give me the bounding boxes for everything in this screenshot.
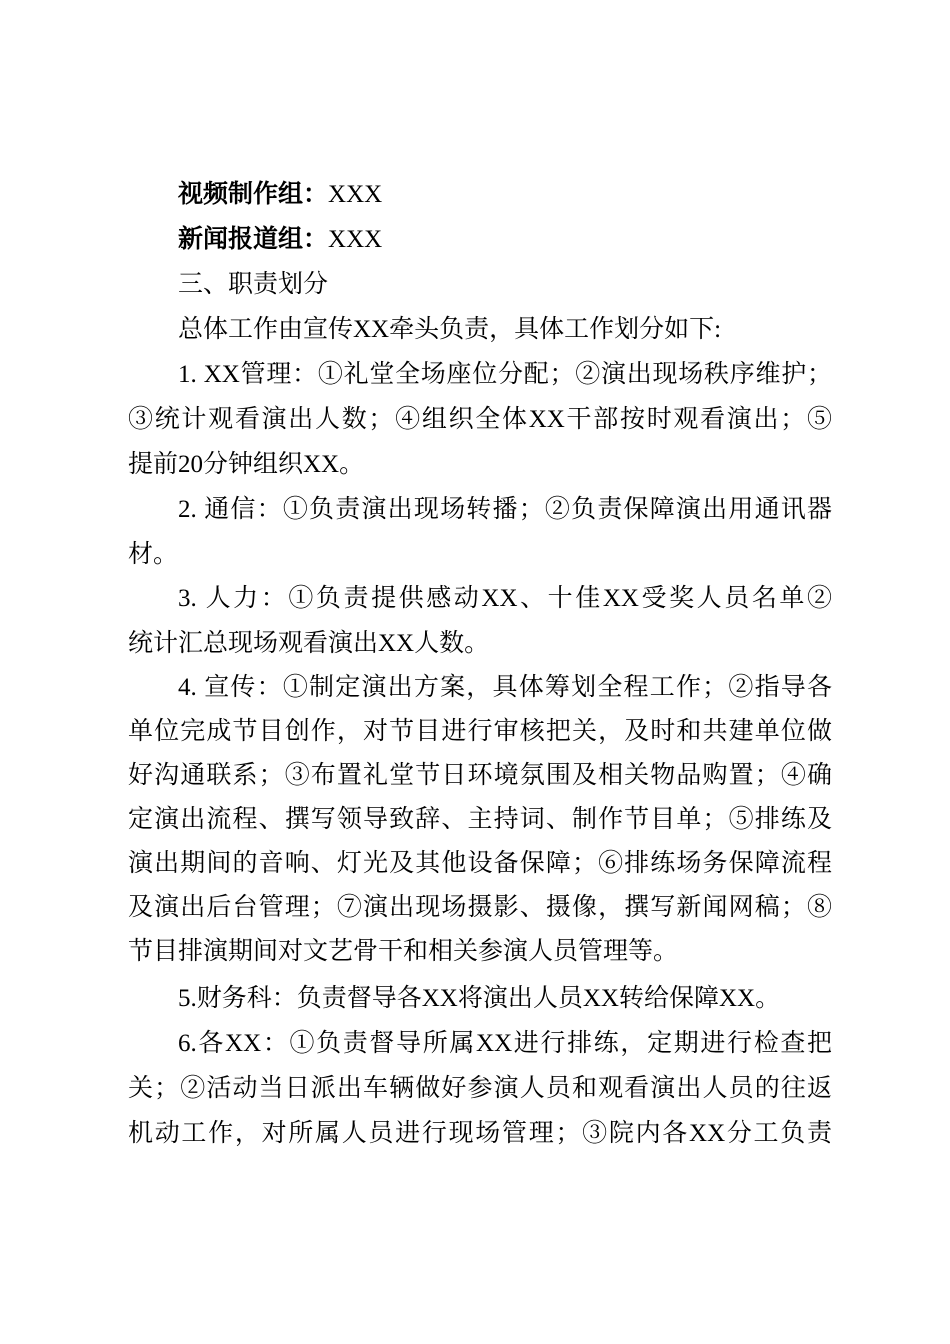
item-4-line-7: 节目排演期间对文艺骨干和相关参演人员管理等。 (128, 938, 679, 965)
item-4-line-2: 单位完成节目创作，对节目进行审核把关，及时和共建单位做 (128, 718, 832, 745)
item-1-line-2: ③统计观看演出人数；④组织全体XX干部按时观看演出；⑤ (128, 406, 832, 433)
item-3-line-2: 统计汇总现场观看演出XX人数。 (128, 630, 490, 657)
intro-paragraph: 总体工作由宣传XX牵头负责，具体工作划分如下: (178, 316, 722, 343)
item-2-line-2: 材。 (128, 541, 179, 568)
item-4-line-6: 及演出后台管理；⑦演出现场摄影、摄像，撰写新闻网稿；⑧ (128, 894, 832, 921)
item-6-line-3: 机动工作，对所属人员进行现场管理；③院内各XX分工负责 (128, 1120, 832, 1147)
section-heading: 三、职责划分 (178, 271, 329, 298)
item-6-line-2: 关；②活动当日派出车辆做好参演人员和观看演出人员的往返 (128, 1075, 832, 1102)
staff-news-label: 新闻报道组： (178, 226, 329, 253)
staff-video-value: XXX (328, 181, 383, 208)
staff-video-label: 视频制作组： (178, 181, 329, 208)
item-4-line-3: 好沟通联系；③布置礼堂节日环境氛围及相关物品购置；④确 (128, 762, 832, 789)
item-4-line-1: 4. 宣传：①制定演出方案，具体筹划全程工作；②指导各 (178, 674, 832, 701)
item-4-line-4: 定演出流程、撰写领导致辞、主持词、制作节目单；⑤排练及 (128, 806, 832, 833)
item-1-line-1: 1. XX管理：①礼堂全场座位分配；②演出现场秩序维护； (178, 361, 832, 388)
staff-news-line (178, 225, 382, 255)
item-3-line-1: 3. 人力：①负责提供感动XX、十佳XX受奖人员名单② (178, 585, 832, 612)
item-4-line-5: 演出期间的音响、灯光及其他设备保障；⑥排练场务保障流程 (128, 850, 832, 877)
staff-news-value: XXX (328, 226, 383, 253)
item-2-line-1: 2. 通信：①负责演出现场转播；②负责保障演出用通讯器 (178, 496, 832, 523)
item-5-line-1: 5.财务科：负责督导各XX将演出人员XX转给保障XX。 (178, 985, 781, 1012)
item-1-line-3: 提前20分钟组织XX。 (128, 451, 365, 478)
staff-video-line (178, 180, 382, 210)
item-6-line-1: 6.各XX：①负责督导所属XX进行排练，定期进行检查把 (178, 1030, 832, 1057)
